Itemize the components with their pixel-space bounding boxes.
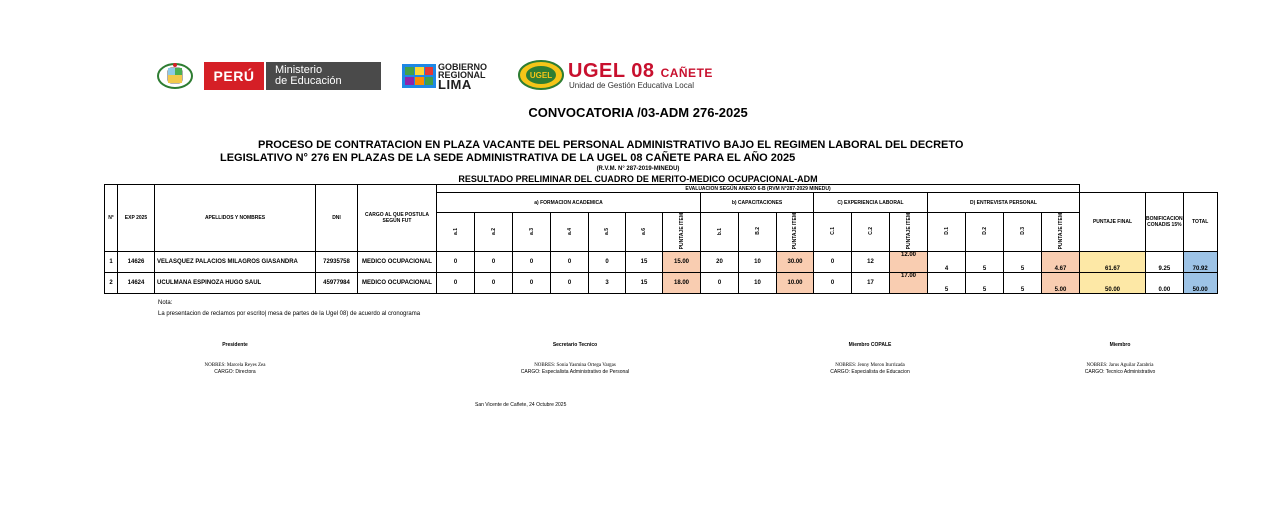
cell-a3: 0	[513, 252, 551, 273]
cell-a1: 0	[437, 273, 475, 294]
cell-n: 2	[105, 273, 118, 294]
signature-role: Miembro	[1109, 342, 1131, 348]
col-c2: C.2	[867, 227, 874, 236]
col-evaluacion: EVALUACION SEGÚN ANEXO 6-B (RVM N°287-2029 MINEDU)	[437, 185, 1080, 193]
ugel-subtitle: Unidad de Gestión Educativa Local	[569, 81, 694, 90]
col-d1: D.1	[943, 227, 950, 236]
signature-role: Presidente	[222, 342, 248, 348]
cell-puntaje-a: 15.00	[663, 252, 701, 273]
signature-name: NOBRES: Sonia Yasmina Ortega Vargas	[534, 363, 616, 368]
cell-puntaje-c: 12.00	[890, 252, 928, 273]
col-a6: a.6	[641, 227, 647, 235]
cell-a6: 15	[626, 252, 663, 273]
ministerio-line2: de Educación	[275, 75, 342, 87]
table-row	[105, 273, 1218, 294]
cell-d3: 5	[1004, 252, 1042, 273]
note-label: Nota:	[158, 300, 173, 306]
signature-cargo: CARGO: Directora	[214, 369, 256, 375]
proceso-line1: PROCESO DE CONTRATACION EN PLAZA VACANTE DEL PERSONAL ADMINISTRATIVO BAJO EL REGIMEN LABORAL DEL DECRETO	[258, 139, 964, 151]
cell-puntaje-c: 17.00	[890, 273, 928, 294]
col-dni: DNI	[316, 185, 358, 252]
col-bonificacion: BONIFICACION CONADIS 15%	[1146, 193, 1184, 252]
cell-a4: 0	[551, 252, 589, 273]
signature-presidente	[170, 342, 300, 376]
cell-bonif: 9.25	[1146, 252, 1184, 273]
cell-exp: 14626	[118, 252, 155, 273]
cell-a4: 0	[551, 273, 589, 294]
signature-cargo: CARGO: Tecnico Administrativo	[1084, 369, 1156, 375]
col-a3: a.3	[528, 227, 535, 235]
cell-d2: 5	[966, 252, 1004, 273]
cell-a5: 0	[589, 252, 626, 273]
col-exp: EXP 2025	[118, 185, 155, 252]
cell-b2: 10	[739, 273, 777, 294]
col-cargo: CARGO AL QUE POSTULA SEGÚN FUT	[358, 185, 437, 252]
cell-nombre: UCULMANA ESPINOZA HUGO SAUL	[155, 273, 316, 294]
col-formacion: a) FORMACION ACADEMICA	[437, 193, 701, 213]
ugel-emblem-icon	[518, 60, 564, 90]
peru-logo	[204, 62, 264, 90]
cell-d1: 5	[928, 273, 966, 294]
cell-cargo: MEDICO OCUPACIONAL	[358, 252, 437, 273]
cell-total: 70.92	[1183, 252, 1217, 273]
cell-puntaje-d: 4.67	[1042, 252, 1080, 273]
col-puntaje-b: PUNTAJE ITEM	[792, 213, 798, 250]
gobierno-line1: GOBIERNO	[438, 62, 488, 72]
ugel-emblem-text: UGEL	[529, 71, 553, 80]
signature-cargo: CARGO: Especialista de Educacion	[830, 369, 910, 375]
ugel-title-small: CAÑETE	[660, 66, 713, 80]
cell-d3: 5	[1004, 273, 1042, 294]
ministerio-line1: Ministerio	[275, 64, 323, 76]
ugel-title-main: UGEL 08	[568, 60, 655, 82]
cell-cargo: MEDICO OCUPACIONAL	[358, 273, 437, 294]
cell-c2: 12	[852, 252, 890, 273]
resultado-title: RESULTADO PRELIMINAR DEL CUADRO DE MERITO-MEDICO OCUPACIONAL-ADM	[458, 174, 818, 184]
cell-puntaje-b: 10.00	[777, 273, 814, 294]
cell-final: 61.67	[1080, 252, 1146, 273]
peru-label: PERÚ	[213, 68, 255, 84]
place-date: San Vicente de Cañete, 24 Octubre 2025	[475, 402, 567, 408]
col-n: N°	[105, 185, 118, 252]
col-a1: a.1	[452, 227, 459, 235]
note-text: La presentacion de reclamos por escrito| mesa de partes de la Ugel 08) de acuerdo al cronograma	[158, 311, 421, 317]
gobierno-line3: LIMA	[438, 77, 472, 92]
header-spacer	[1080, 185, 1218, 193]
cell-dni: 45977984	[316, 273, 358, 294]
cell-puntaje-b: 30.00	[777, 252, 814, 273]
cell-b1: 20	[701, 252, 739, 273]
results-table	[104, 184, 1218, 294]
col-puntaje-final: PUNTAJE FINAL	[1080, 193, 1146, 252]
col-capacitaciones: b) CAPACITACIONES	[701, 193, 814, 213]
peru-coat-of-arms-icon	[155, 62, 195, 90]
col-a4: a.4	[566, 227, 573, 235]
cell-final: 50.00	[1080, 273, 1146, 294]
col-b2: B.2	[754, 227, 761, 236]
cell-bonif: 0.00	[1146, 273, 1184, 294]
cell-a6: 15	[626, 273, 663, 294]
gobierno-regional-icon	[402, 64, 436, 88]
cell-nombre: VELASQUEZ PALACIOS MILAGROS GIASANDRA	[155, 252, 316, 273]
col-nombres: APELLIDOS Y NOMBRES	[155, 185, 316, 252]
cell-puntaje-a: 18.00	[663, 273, 701, 294]
col-b1: b.1	[716, 227, 723, 235]
cell-c1: 0	[814, 252, 852, 273]
signature-name: NOBRES: Marcela Reyes Zea	[204, 363, 266, 368]
col-puntaje-c: PUNTAJE ITEM	[905, 213, 912, 250]
cell-a3: 0	[513, 273, 551, 294]
cell-a2: 0	[475, 252, 513, 273]
cell-a5: 3	[589, 273, 626, 294]
col-d2: D.2	[981, 227, 988, 236]
signature-miembro	[1060, 342, 1180, 376]
cell-b2: 10	[739, 252, 777, 273]
gobierno-line2: REGIONAL	[438, 70, 486, 80]
col-experiencia: C) EXPERIENCIA LABORAL	[814, 193, 928, 213]
signature-role: Secretario Tecnico	[552, 342, 598, 348]
gobierno-regional-logo	[438, 63, 487, 91]
col-puntaje-a: PUNTAJE ITEM	[678, 213, 685, 250]
cell-d2: 5	[966, 273, 1004, 294]
signature-secretario	[490, 342, 660, 376]
cell-c2: 17	[852, 273, 890, 294]
col-entrevista: D) ENTREVISTA PERSONAL	[928, 193, 1080, 213]
col-c1: C.1	[829, 227, 836, 236]
signature-name: NOBRES: Jarus Aguilar Zarabria	[1086, 363, 1154, 368]
cell-a1: 0	[437, 252, 475, 273]
col-a2: a.2	[490, 227, 497, 235]
cell-n: 1	[105, 252, 118, 273]
col-d3: D.3	[1019, 227, 1026, 236]
cell-dni: 72935758	[316, 252, 358, 273]
proceso-line2: LEGISLATIVO N° 276 EN PLAZAS DE LA SEDE ADMINISTRATIVA DE LA UGEL 08 CAÑETE PARA EL AÑO 2025	[220, 152, 796, 164]
cell-puntaje-d: 5.00	[1042, 273, 1080, 294]
col-total: TOTAL	[1183, 193, 1217, 252]
cell-exp: 14624	[118, 273, 155, 294]
rvm-reference: (R.V.M. N° 287-2019-MINEDU)	[596, 166, 680, 172]
signature-cargo: CARGO: Especialista Administrativo de Personal	[520, 369, 630, 375]
signature-miembro-copale	[800, 342, 940, 376]
note-block	[158, 298, 420, 320]
col-a5: a.5	[604, 227, 610, 235]
cell-c1: 0	[814, 273, 852, 294]
col-puntaje-d: PUNTAJE ITEM	[1057, 213, 1064, 250]
cell-a2: 0	[475, 273, 513, 294]
ministerio-logo	[266, 62, 381, 90]
ugel-title	[568, 62, 713, 82]
convocatoria-title: CONVOCATORIA /03-ADM 276-2025	[528, 105, 748, 120]
cell-b1: 0	[701, 273, 739, 294]
signature-name: NOBRES: Jenny Moron Iturrizada	[835, 363, 905, 368]
signature-role: Miembro COPALE	[848, 342, 892, 348]
table-row	[105, 252, 1218, 273]
cell-total: 50.00	[1183, 273, 1217, 294]
cell-d1: 4	[928, 252, 966, 273]
